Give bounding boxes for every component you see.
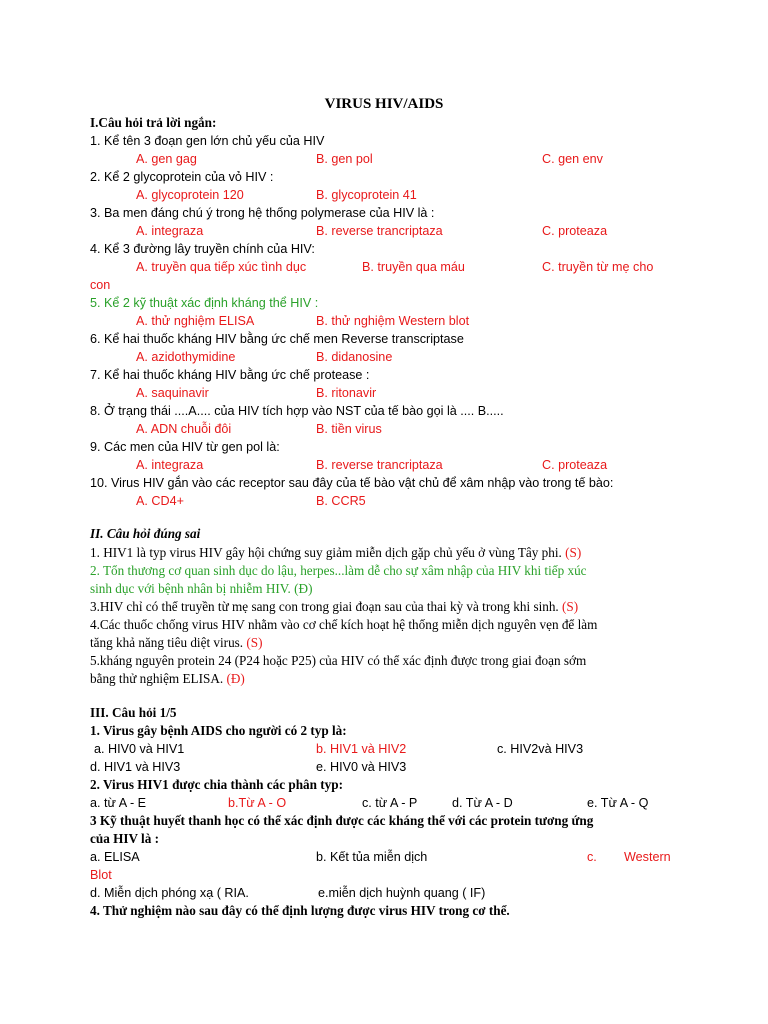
s1-q10-answer-b: B. CCR5 [316, 494, 366, 508]
s3-q1-option-a: a. HIV0 và HIV1 [94, 742, 185, 756]
s1-q2-answer-a: A. glycoprotein 120 [136, 188, 244, 202]
s3-q3-option-c-text: Western [624, 850, 671, 864]
s3-q3-option-c-cont: Blot [90, 868, 112, 882]
s3-q2-option-b: b.Từ A - O [228, 796, 287, 810]
tf-statement-3 [90, 599, 578, 615]
tf-statement-5-line-1: 5.kháng nguyên protein 24 (P24 hoặc P25) của HIV có thể xác định được trong giai đoạn sớm [90, 653, 587, 668]
s3-q3-option-b: b. Kết tủa miễn dịch [316, 850, 428, 864]
s3-q3-option-c-letter: c. [587, 850, 597, 864]
s1-q8-answer-a: A. ADN chuỗi đôi [136, 422, 232, 436]
page-title: VIRUS HIV/AIDS [324, 96, 444, 112]
s1-q5-answer-b: B. thử nghiệm Western blot [316, 314, 470, 328]
tf-statement-4-mark: (S) [246, 635, 263, 650]
tf-statement-5-line-2 [90, 671, 245, 687]
tf-statement-3-text: 3.HIV chỉ có thể truyền từ mẹ sang con trong giai đoạn sau của thai kỳ và trong khi sinh. [90, 599, 559, 614]
section-1-heading: I.Câu hỏi trả lời ngắn: [90, 115, 217, 130]
s1-question-8: 8. Ở trạng thái ....A.... của HIV tích hợp vào NST của tế bào gọi là .... B..... [90, 404, 504, 418]
s1-q4-answer-c: C. truyền từ mẹ cho [542, 260, 654, 274]
s3-q1-option-c: c. HIV2và HIV3 [497, 742, 584, 756]
s1-question-3: 3. Ba men đáng chú ý trong hệ thống polymerase của HIV là : [90, 206, 435, 220]
s1-question-2: 2. Kể 2 glycoprotein của vỏ HIV : [90, 170, 274, 184]
s1-q1-answer-c: C. gen env [542, 152, 603, 166]
s1-question-9: 9. Các men của HIV từ gen pol là: [90, 440, 280, 454]
section-3-heading: III. Câu hỏi 1/5 [90, 705, 177, 720]
s3-q3-option-d: d. Miễn dịch phóng xạ ( RIA. [90, 886, 249, 900]
s1-question-4: 4. Kể 3 đường lây truyền chính của HIV: [90, 242, 315, 256]
s1-q6-answer-a: A. azidothymidine [136, 350, 236, 364]
s3-question-3-line-2: của HIV là : [90, 831, 159, 846]
s1-q9-answer-b: B. reverse trancriptaza [316, 458, 443, 472]
tf-statement-4-line-2 [90, 635, 263, 651]
s1-q3-answer-a: A. integraza [136, 224, 204, 238]
s1-q1-answer-b: B. gen pol [316, 152, 373, 166]
s3-q2-option-e: e. Từ A - Q [587, 796, 649, 810]
s1-question-10: 10. Virus HIV gắn vào các receptor sau đây của tế bào vật chủ để xâm nhập vào trong tế bào: [90, 476, 614, 490]
s3-question-1: 1. Virus gây bệnh AIDS cho người có 2 typ là: [90, 723, 347, 738]
s1-q4-answer-b: B. truyền qua máu [362, 260, 465, 274]
tf-statement-2-line-2: sinh dục với bệnh nhân bị nhiễm HIV. (Đ) [90, 581, 313, 596]
s3-question-4: 4. Thử nghiệm nào sau đây có thể định lượng được virus HIV trong cơ thể. [90, 903, 510, 918]
s1-q6-answer-b: B. didanosine [316, 350, 393, 364]
s1-question-1: 1. Kể tên 3 đoạn gen lớn chủ yếu của HIV [90, 134, 325, 148]
s1-question-7: 7. Kể hai thuốc kháng HIV bằng ức chế protease : [90, 368, 370, 382]
s3-q3-option-e: e.miễn dịch huỳnh quang ( IF) [318, 886, 486, 900]
s1-q8-answer-b: B. tiền virus [316, 422, 382, 436]
s1-q4-answer-c-cont: con [90, 278, 111, 292]
s1-q7-answer-b: B. ritonavir [316, 386, 377, 400]
tf-statement-4-text: tăng khả năng tiêu diệt virus. [90, 635, 244, 650]
tf-statement-5-mark: (Đ) [226, 671, 245, 686]
s3-q2-option-a: a. từ A - E [90, 796, 147, 810]
s3-q2-option-d: d. Từ A - D [452, 796, 513, 810]
section-2-heading: II. Câu hỏi đúng sai [90, 526, 201, 541]
s1-q4-answer-a: A. truyền qua tiếp xúc tình dục [136, 260, 307, 274]
s1-q9-answer-a: A. integraza [136, 458, 204, 472]
tf-statement-1 [90, 545, 581, 561]
s3-question-2: 2. Virus HIV1 được chia thành các phân typ: [90, 777, 343, 792]
s1-q5-answer-a: A. thử nghiệm ELISA [136, 314, 255, 328]
s1-q10-answer-a: A. CD4+ [136, 494, 184, 508]
s3-q3-option-a: a. ELISA [90, 850, 140, 864]
s3-q2-option-c: c. từ A - P [362, 796, 418, 810]
s1-q1-answer-a: A. gen gag [136, 152, 197, 166]
tf-statement-3-mark: (S) [562, 599, 579, 614]
s1-question-5: 5. Kể 2 kỹ thuật xác định kháng thể HIV : [90, 296, 319, 310]
s3-q1-option-b: b. HIV1 và HIV2 [316, 742, 407, 756]
s1-q3-answer-b: B. reverse trancriptaza [316, 224, 443, 238]
s3-q1-option-e: e. HIV0 và HIV3 [316, 760, 407, 774]
s1-q3-answer-c: C. proteaza [542, 224, 608, 238]
tf-statement-2-line-1: 2. Tổn thương cơ quan sinh dục do lậu, herpes...làm dễ cho sự xâm nhập của HIV khi tiếp xúc [90, 563, 587, 578]
s1-q9-answer-c: C. proteaza [542, 458, 608, 472]
s3-question-3-line-1: 3 Kỹ thuật huyết thanh học có thể xác định được các kháng thể với các protein tương ứng [90, 813, 594, 828]
s1-q7-answer-a: A. saquinavir [136, 386, 209, 400]
s1-q2-answer-b: B. glycoprotein 41 [316, 188, 417, 202]
tf-statement-1-text: 1. HIV1 là typ virus HIV gây hội chứng suy giảm miễn dịch gặp chủ yếu ở vùng Tây phi. [90, 545, 562, 560]
s1-question-6: 6. Kể hai thuốc kháng HIV bằng ức chế men Reverse transcriptase [90, 332, 464, 346]
tf-statement-4-line-1: 4.Các thuốc chống virus HIV nhằm vào cơ chế kích hoạt hệ thống miễn dịch nguyên vẹn để làm [90, 617, 598, 632]
tf-statement-1-mark: (S) [565, 545, 582, 560]
tf-statement-5-text: bằng thử nghiệm ELISA. [90, 671, 224, 686]
s3-q1-option-d: d. HIV1 và HIV3 [90, 760, 181, 774]
